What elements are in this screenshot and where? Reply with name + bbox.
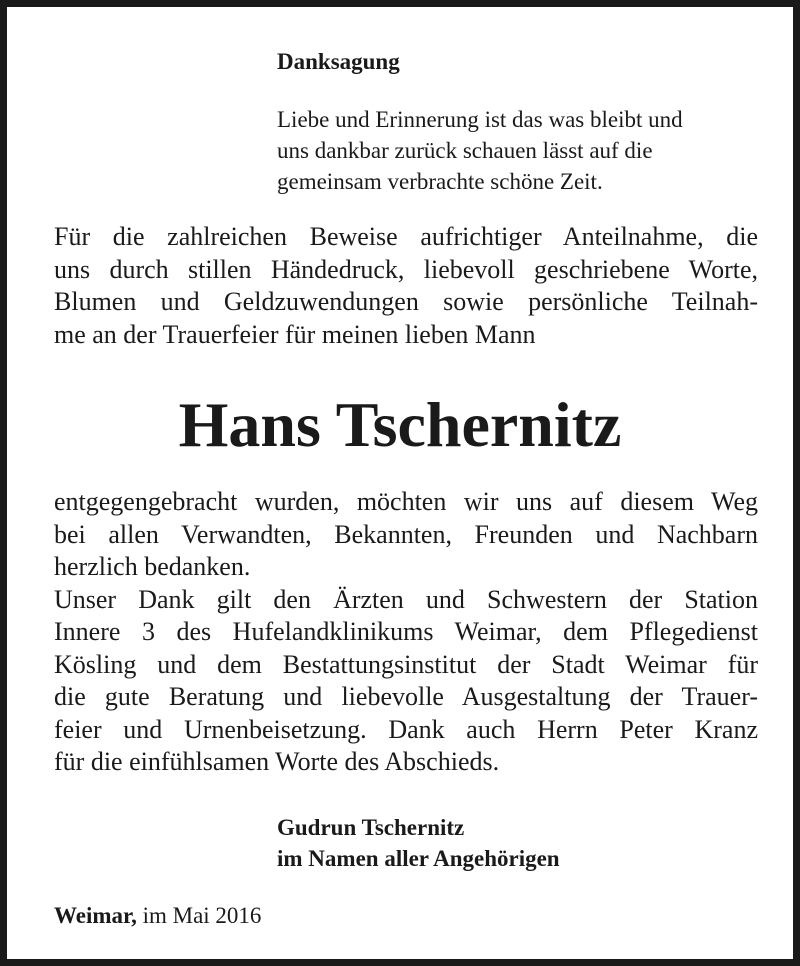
text-line: uns durch stillen Händedruck, liebevoll geschriebene Worte, xyxy=(54,254,758,284)
signature-name: Gudrun Tschernitz xyxy=(277,815,465,840)
text-line: Innere 3 des Hufelandklinikums Weimar, dem Pflegedienst xyxy=(54,617,758,646)
text-line: Blumen und Geldzuwendungen sowie persönliche Teilnah- xyxy=(54,287,758,316)
poem-quote xyxy=(277,104,777,197)
body-paragraph xyxy=(54,486,758,779)
text-line: feier und Urnenbeisetzung. Dank auch Herrn Peter Kranz xyxy=(54,714,758,744)
signature-block xyxy=(277,812,560,874)
text-line: me an der Trauerfeier für meinen lieben Mann xyxy=(54,319,536,349)
heading: Danksagung xyxy=(277,49,400,74)
text-line: entgegengebracht wurden, möchten wir uns auf diesem Weg xyxy=(54,487,758,516)
date-text: im Mai 2016 xyxy=(142,903,262,928)
text-line: für die einfühlsamen Worte des Abschieds. xyxy=(54,747,500,776)
place-name: Weimar, xyxy=(54,903,137,928)
text-line: die gute Beratung und liebevolle Ausgestaltung der Trauer- xyxy=(54,682,758,711)
signature-subline: im Namen aller Angehörigen xyxy=(277,846,560,871)
intro-paragraph xyxy=(54,221,758,351)
poem-line: Liebe und Erinnerung ist das was bleibt und xyxy=(277,107,683,132)
text-line: Unser Dank gilt den Ärzten und Schwestern der Station xyxy=(54,584,758,614)
text-line: Kösling und dem Bestattungsinstitut der Stadt Weimar für xyxy=(54,649,758,679)
deceased-name: Hans Tschernitz xyxy=(178,389,622,460)
text-line: herzlich bedanken. xyxy=(54,552,251,581)
poem-line: uns dankbar zurück schauen lässt auf die xyxy=(277,138,653,163)
place-date xyxy=(54,903,261,929)
poem-line: gemeinsam verbrachte schöne Zeit. xyxy=(277,169,603,194)
text-line: Für die zahlreichen Beweise aufrichtiger Anteilnahme, die xyxy=(54,222,758,251)
text-line: bei allen Verwandten, Bekannten, Freunden und Nachbarn xyxy=(54,519,758,549)
